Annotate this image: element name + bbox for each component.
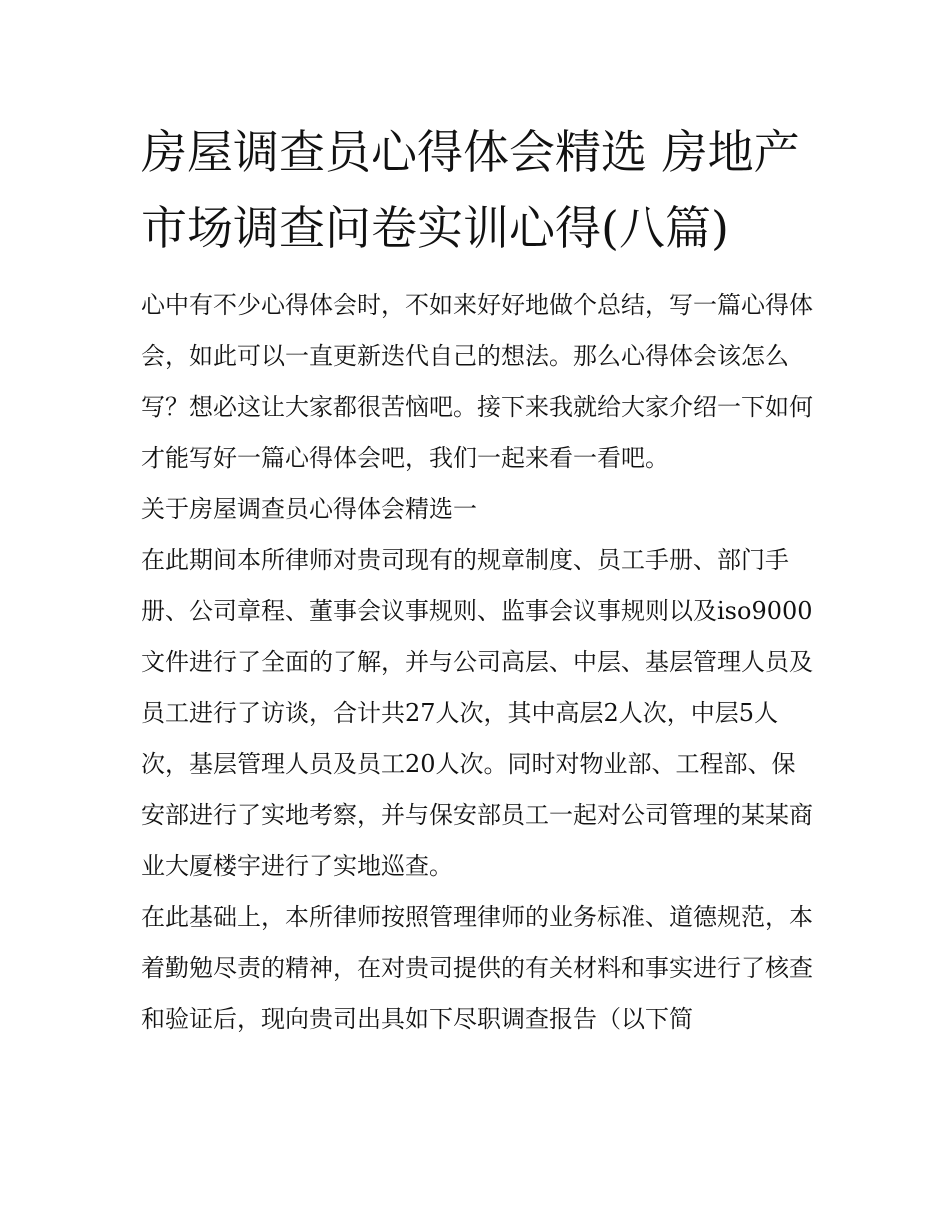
- section-heading: 关于房屋调查员心得体会精选一: [141, 495, 477, 523]
- body-paragraph: 在此期间本所律师对贵司现有的规章制度、员工手册、部门手册、公司章程、董事会议事规则、监事会议事规则以及iso9000文件进行了全面的了解，并与公司高层、中层、基层管理人员及员工进行了访谈，合计共27人次，其中高层2人次，中层5人次，基层管理人员及员工20人次。同时对物业部、工程部、保安部进行了实地考察，并与保安部员工一起对公司管理的某某商业大厦楼宇进行了实地巡查。: [141, 546, 813, 880]
- document-body: [141, 280, 813, 1045]
- document-title: 房屋调查员心得体会精选 房地产市场调查问卷实训心得(八篇): [141, 125, 800, 255]
- body-paragraph: 在此基础上，本所律师按照管理律师的业务标准、道德规范，本着勤勉尽责的精神，在对贵司提供的有关材料和事实进行了核查和验证后，现向贵司出具如下尽职调查报告（以下简: [141, 903, 813, 1033]
- document-page: [141, 114, 813, 1045]
- intro-paragraph: 心中有不少心得体会时，不如来好好地做个总结，写一篇心得体会，如此可以一直更新迭代自己的想法。那么心得体会该怎么写？想必这让大家都很苦恼吧。接下来我就给大家介绍一下如何才能写好一篇心得体会吧，我们一起来看一看吧。: [141, 291, 813, 472]
